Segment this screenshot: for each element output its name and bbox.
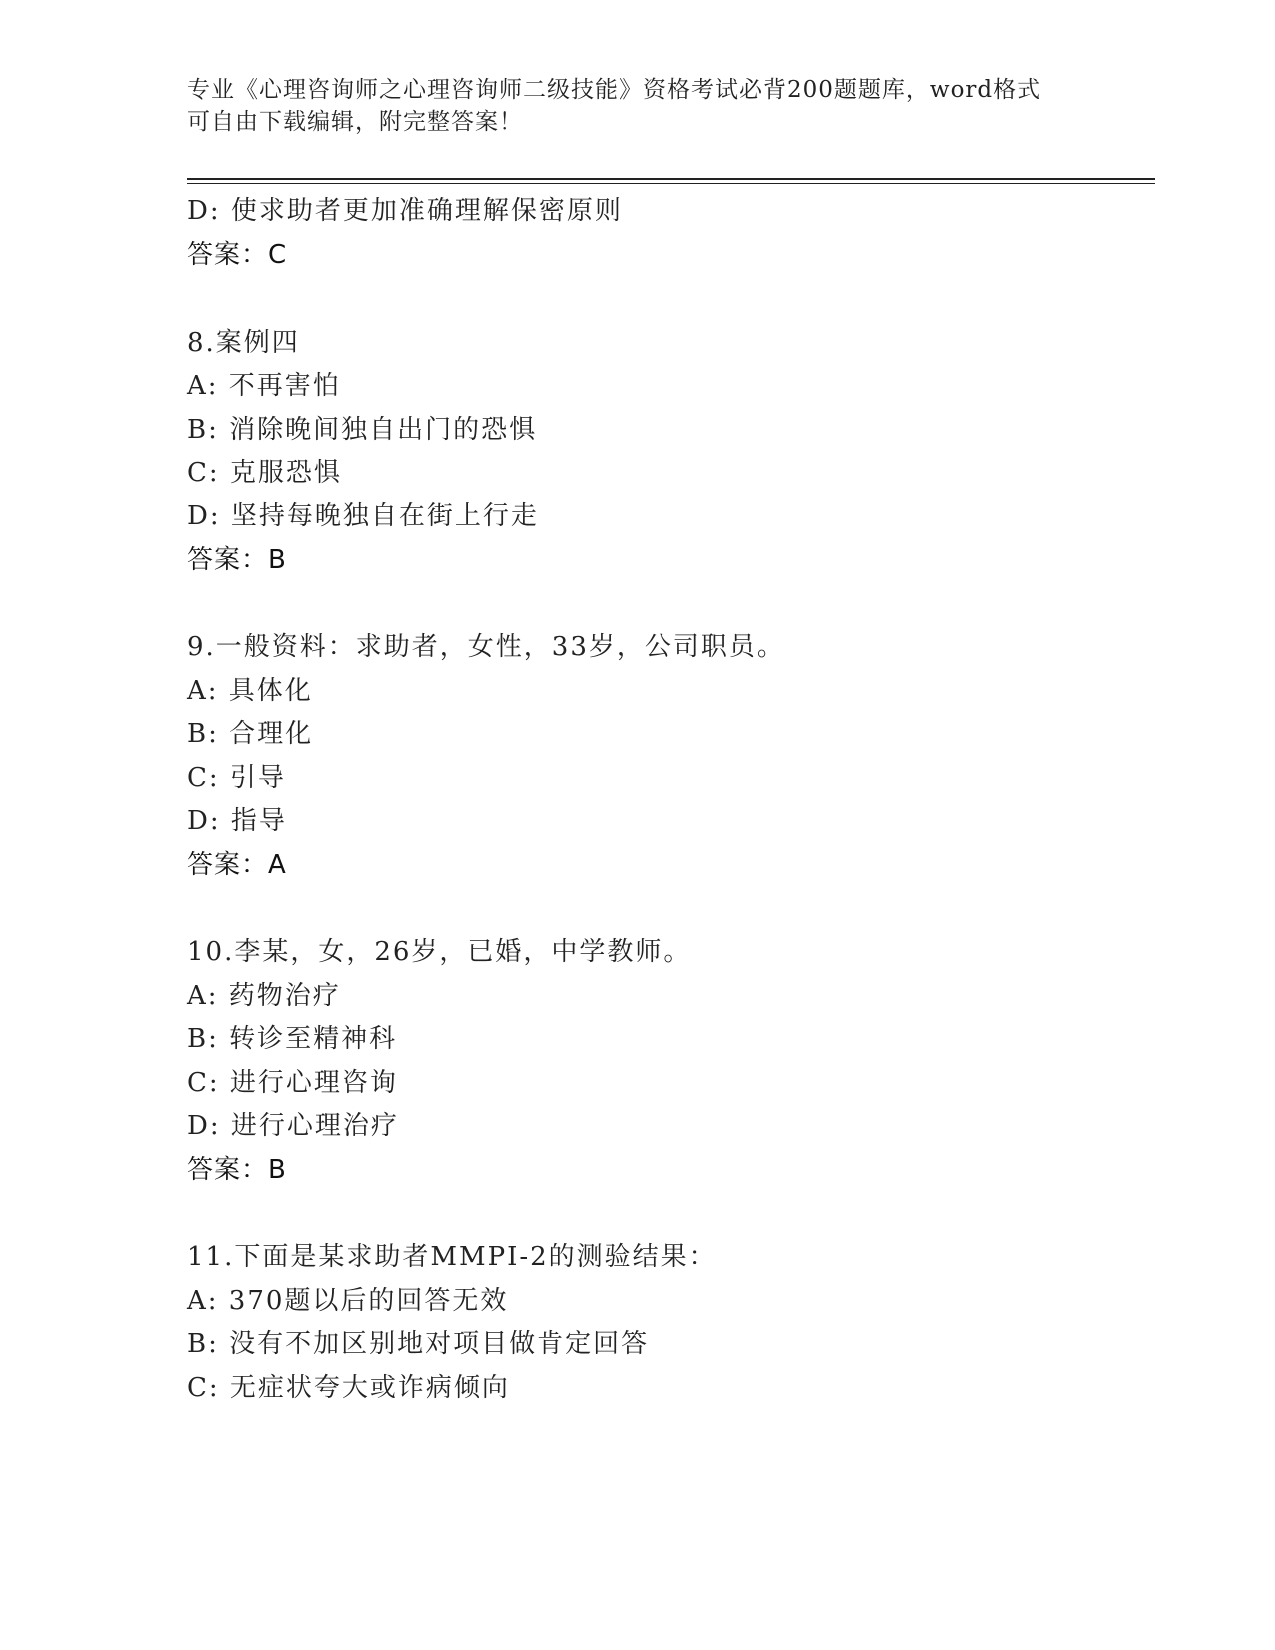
- option-d: D: 使求助者更加准确理解保密原则: [187, 196, 623, 226]
- header-rule-thin: [187, 183, 1155, 184]
- option-c: C: 进行心理咨询: [187, 1068, 398, 1098]
- answer: 答案：C: [187, 240, 288, 270]
- header-line-2: 可自由下载编辑，附完整答案！: [187, 109, 523, 135]
- header-line-1: 专业《心理咨询师之心理咨询师二级技能》资格考试必背200题题库，word格式: [187, 77, 1042, 103]
- header-rule-thick: [187, 178, 1155, 180]
- option-c: C: 无症状夸大或诈病倾向: [187, 1373, 510, 1403]
- option-c: C: 引导: [187, 763, 286, 793]
- option-d: D: 指导: [187, 806, 287, 836]
- question-stem: 11.下面是某求助者MMPI-2的测验结果：: [187, 1242, 717, 1272]
- option-b: B: 合理化: [187, 719, 314, 749]
- option-a: A: 具体化: [187, 676, 313, 706]
- option-c: C: 克服恐惧: [187, 458, 342, 488]
- option-d: D: 进行心理治疗: [187, 1111, 399, 1141]
- answer: 答案：A: [187, 850, 287, 880]
- answer: 答案：B: [187, 1155, 287, 1185]
- option-b: B: 消除晚间独自出门的恐惧: [187, 415, 538, 445]
- option-a: A: 药物治疗: [187, 981, 341, 1011]
- answer: 答案：B: [187, 545, 287, 575]
- question-stem: 10.李某，女，26岁，已婚，中学教师。: [187, 937, 692, 967]
- option-a: A: 不再害怕: [187, 371, 341, 401]
- option-d: D: 坚持每晚独自在街上行走: [187, 501, 539, 531]
- question-stem: 9.一般资料：求助者，女性，33岁，公司职员。: [187, 632, 785, 662]
- document-header: [187, 74, 1067, 138]
- option-b: B: 转诊至精神科: [187, 1024, 398, 1054]
- option-a: A: 370题以后的回答无效: [187, 1286, 509, 1316]
- question-stem: 8.案例四: [187, 328, 300, 358]
- option-b: B: 没有不加区别地对项目做肯定回答: [187, 1329, 650, 1359]
